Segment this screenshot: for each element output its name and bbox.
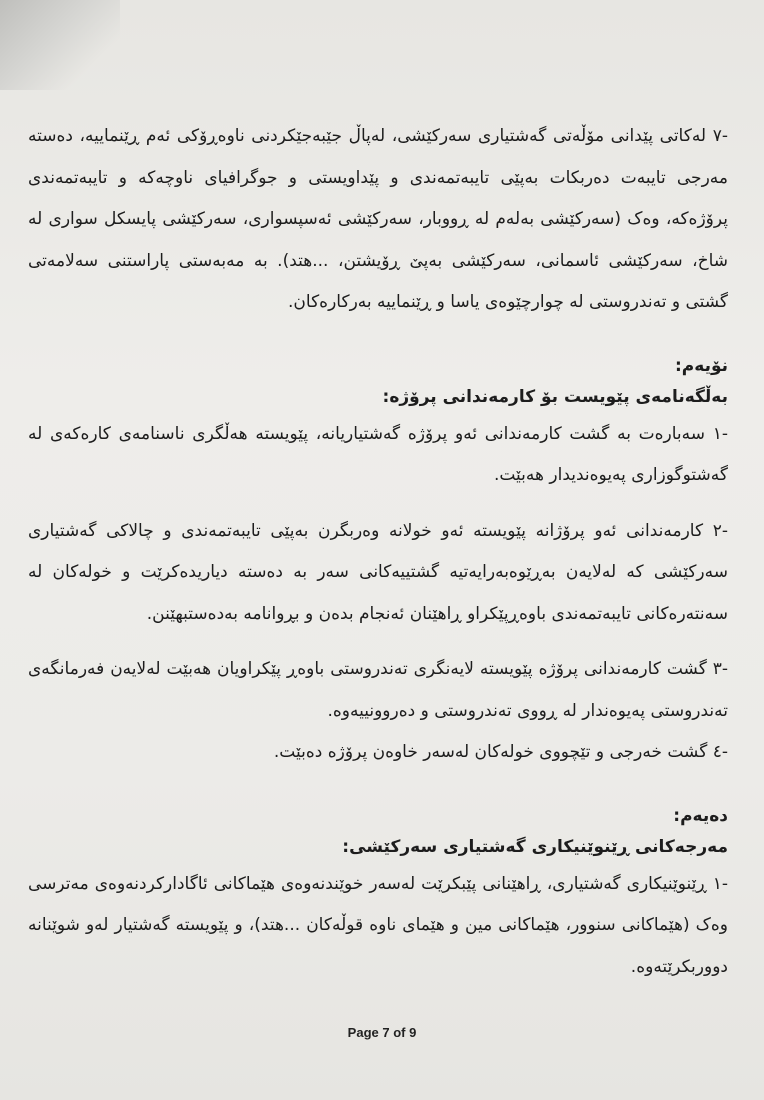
section-10-item-1: -١ ڕێنوێنیکاری گەشتیاری، ڕاهێنانی پێبکرێت لەسەر خوێندنەوەی هێماکانی ئاگادارکردنەوەی مەترسی وەک (هێماکانی سنوور، هێماکانی مین و هێمای ناوە قوڵەکان ...هتد)، و پێویستە گەشتیار لەو شوێنانە دووربکرێتەوە.: [28, 873, 728, 977]
section-10-subtitle: مەرجەکانی ڕێنوێنیکاری گەشتیاری سەرکێشی:: [342, 836, 728, 857]
document-body: [28, 116, 728, 988]
page-fold-shadow: [0, 0, 120, 90]
section-9-subtitle: بەڵگەنامەی پێویست بۆ کارمەندانی پرۆژە:: [382, 386, 728, 407]
section-9-item-4: -٤ گشت خەرجی و تێچووی خولەکان لەسەر خاوەن پرۆژە دەبێت.: [273, 742, 728, 762]
section-9-item-2: -٢ کارمەندانی ئەو پرۆژانە پێویستە ئەو خولانە وەربگرن بەپێی تایبەتمەندی و چالاکی گەشتیاری سەرکێشی کە لەلایەن بەڕێوەبەرایەتیە گشتییەکانی سەر بە دەستە دیاریدەکرێت و خولەکان لە سەنتەرەکانی تایبەتمەندی باوەڕپێکراو ڕاهێنان ئەنجام بدەن و بڕوانامە بەدەستبهێنن.: [28, 520, 728, 624]
paragraph-7: -٧ لەکاتی پێدانی مۆڵەتی گەشتیاری سەرکێشی، لەپاڵ جێبەجێکردنی ناوەڕۆکی ئەم ڕێنماییە، دەستە مەرجی تایبەت دەربکات بەپێی تایبەتمەندی و پێداویستی و جوگرافیای ناوچەکە و تایبەتمەندی پرۆژەکە، وەک (سەرکێشی بەلەم لە ڕووبار، سەرکێشی ئەسپسواری، سەرکێشی پایسکل سواری لە شاخ، سەرکێشی ئاسمانی، سەرکێشی بەپێ ڕۆیشتن، ...هتد). بە مەبەستی پاراستنی سەلامەتی گشتی و تەندروستی لە چوارچێوەی یاسا و ڕێنماییە بەرکارەکان.: [28, 126, 728, 312]
section-9-item-3: -٣ گشت کارمەندانی پرۆژە پێویستە لایەنگری تەندروستی باوەڕ پێکراویان هەبێت لەلایەن فەرمانگەی تەندروستی پەیوەندار لە ڕووی تەندروستی و دەروونییەوە.: [28, 659, 728, 721]
page-number: Page 7 of 9: [347, 1025, 417, 1040]
section-9-item-1: -١ سەبارەت بە گشت کارمەندانی ئەو پرۆژە گەشتیاریانە، پێویستە هەڵگری ناسنامەی کارەکەی لە گەشتوگوزاری پەیوەندیدار هەبێت.: [28, 423, 728, 485]
section-10-title: دەیەم:: [673, 805, 728, 826]
section-9-title: نۆیەم:: [675, 355, 728, 376]
